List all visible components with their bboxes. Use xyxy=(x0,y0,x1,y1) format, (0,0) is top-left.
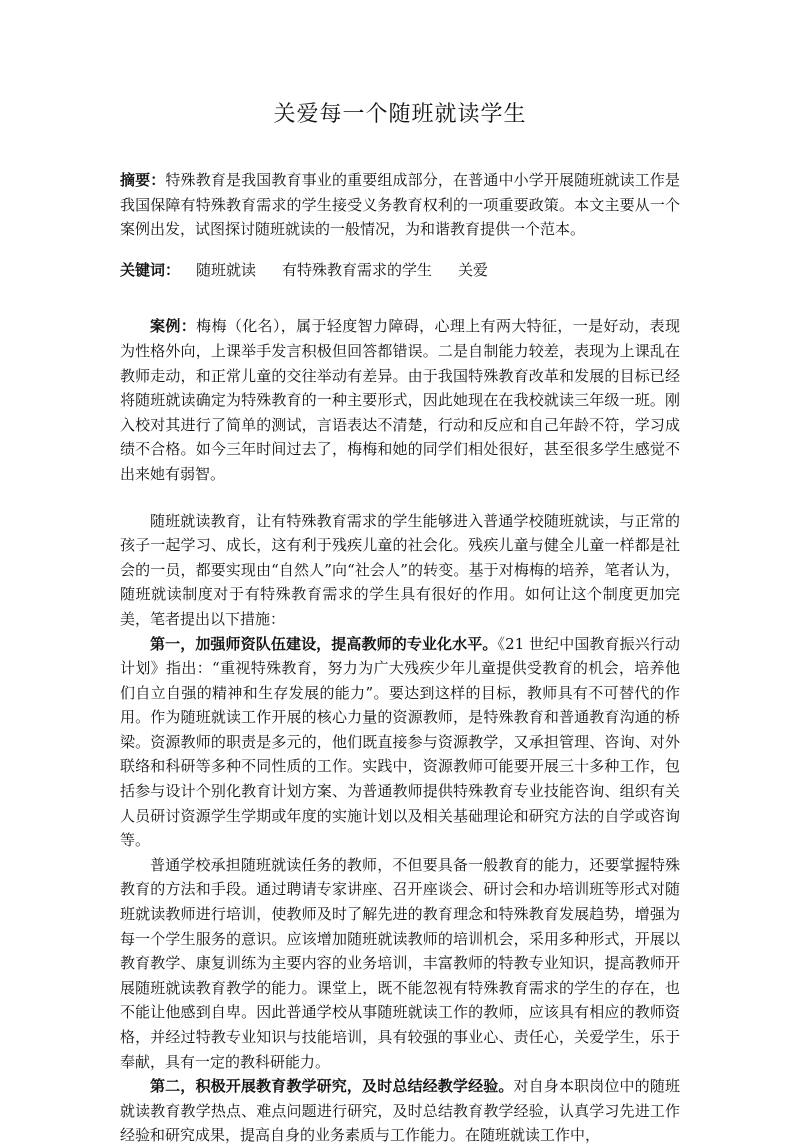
abstract-paragraph xyxy=(120,168,680,242)
case-paragraph xyxy=(120,314,680,486)
keyword-item: 关爱 xyxy=(458,260,489,279)
keyword-item: 随班就读 xyxy=(196,260,257,279)
abstract-text: 特殊教育是我国教育事业的重要组成部分，在普通中小学开展随班就读工作是我国保障有特殊教育需求的学生接受义务教育权利的一项重要政策。本文主要从一个案例出发，试图探讨随班就读的一般情况，为和谐教育提供一个范本。 xyxy=(120,171,680,239)
case-text: 梅梅（化名），属于轻度智力障碍，心理上有两大特征，一是好动，表现为性格外向，上课举手发言积极但回答都错误。二是自制能力较差，表现为上课乱在教师走动，和正常儿童的交往举动有差异。由于我国特殊教育改革和发展的目标已经将随班就读确定为特殊教育的一种主要形式，因此她现在在我校就读三年级一班。刚入校对其进行了简单的测试，言语表达不清楚，行动和反应和自己年龄不符，学习成绩不合格。如今三年时间过去了，梅梅和她的同学们相处很好，甚至很多学生感觉不出来她有弱智。 xyxy=(120,317,680,483)
keywords-label: 关键词： xyxy=(120,260,181,279)
intro-paragraph: 随班就读教育，让有特殊教育需求的学生能够进入普通学校随班就读，与正常的孩子一起学习、成长，这有利于残疾儿童的社会化。残疾儿童与健全儿童一样都是社会的一员，都要实现由“自然人”向“社会人”的转变。基于对梅梅的培养，笔者认为，随班就读制度对于有特殊教育需求的学生具有很好的作用。如何让这个制度更加完美，笔者提出以下措施： xyxy=(120,511,680,628)
keywords-paragraph xyxy=(120,258,680,283)
case-label: 案例： xyxy=(150,317,197,336)
measure-one-paragraph xyxy=(120,632,680,853)
abstract-label: 摘要： xyxy=(120,171,166,189)
keyword-item: 有特殊教育需求的学生 xyxy=(282,260,433,279)
teacher-training-paragraph: 普通学校承担随班就读任务的教师，不但要具备一般教育的能力，还要掌握特殊教育的方法和手段。通过聘请专家讲座、召开座谈会、研讨会和办培训班等形式对随班就读教师进行培训，使教师及时了解先进的教育理念和特殊教育发展趋势，增强为每一个学生服务的意识。应该增加随班就读教师的培训机会，采用多种形式，开展以教育教学、康复训练为主要内容的业务培训，丰富教师的特教专业知识，提高教师开展随班就读教育教学的能力。课堂上，既不能忽视有特殊教育需求的学生的存在，也不能让他感到自卑。因此普通学校从事随班就读工作的教师，应该具有相应的教师资格，并经过特教专业知识与技能培训，具有较强的事业心、责任心，关爱学生，乐于奉献，具有一定的教科研能力。 xyxy=(120,855,680,1071)
measure-two-heading: 第二，积极开展教育教学研究，及时总结经教学经验。 xyxy=(150,1077,514,1096)
measure-two-text: 对自身本职岗位中的随班就读教育教学热点、难点问题进行研究，及时总结教育教学经验，认真学习先进工作经验和研究成果，提高自身的业务素质与工作能力。在随班就读工作中， xyxy=(120,1077,680,1145)
measure-one-heading: 第一，加强师资队伍建设，提高教师的专业化水平。 xyxy=(150,634,498,653)
measure-one-text: 《21 世纪中国教育振兴行动计划》指出：“重视特殊教育，努力为广大残疾少年儿童提供受教育的机会，培养他们自立自强的精神和生存发展的能力”。要达到这样的目标，教师具有不可替代的作用。作为随班就读工作开展的核心力量的资源教师，是特殊教育和普通教育沟通的桥梁。资源教师的职责是多元的，他们既直接参与资源教学，又承担管理、咨询、对外联络和科研等多种不同性质的工作。实践中，资源教师可能要开展三十多种工作，包括参与设计个别化教育计划方案、为普通教师提供特殊教育专业技能咨询、组织有关人员研讨资源学生学期或年度的实施计划以及相关基础理论和研究方法的自学或咨询等。 xyxy=(120,634,680,850)
document-title: 关爱每一个随班就读学生 xyxy=(273,102,527,127)
measure-two-paragraph xyxy=(120,1074,680,1148)
